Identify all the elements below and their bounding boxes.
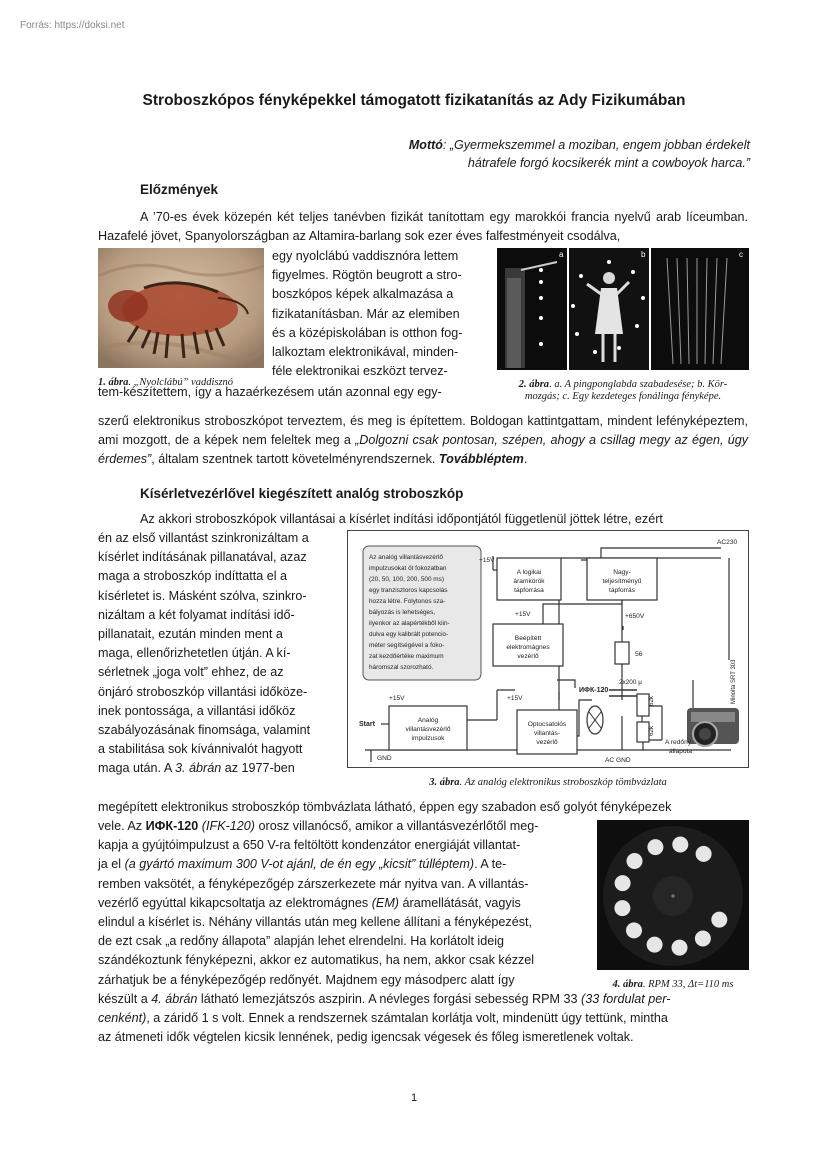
motto-label: Mottó — [408, 138, 443, 152]
section2-final-paragraph: készült a 4. ábrán látható lemezjátszós aszpirin. A névleges forgási sebesség RPM 33 (33 fordulat per- cenként), a záridő 1 s volt. Ennek a rendszernek számtalan korlátja volt, mindenütt úgy tettünk, mintha az átmeneti idők végtelen kicsik lennének, pedig igencsak végesek és főleg ismeretlenek voltak. — [98, 992, 671, 1045]
svg-text:56: 56 — [635, 651, 643, 658]
svg-text:AC230: AC230 — [717, 539, 738, 546]
motto-line-1: : „Gyermekszemmel a moziban, engem jobban érdekelt — [442, 138, 750, 152]
section2-first-line: Az akkori stroboszkópok villantásai a kísérlet indítási időpontjától függetlenül jöttek létre, ezért — [140, 512, 663, 526]
svg-text:bályozás is lehetséges,: bályozás is lehetséges, — [369, 609, 436, 616]
aspirin-image-9 — [647, 839, 663, 855]
svg-text:méter segítségével a foko-: méter segítségével a foko- — [369, 642, 445, 649]
wrap-line-2: figyelmes. Rögtön beugrott a stro- — [272, 268, 462, 283]
wrap-line-fig4-8: szándékoztunk fényképezni, akkor ez automatikus, ha nem, akkor csak kézzel — [98, 953, 535, 968]
section2-left-column: én az első villantást szinkronizáltam a kísérlet indításának pillanatával, azaz maga a stroboszkóp indíttatta el a kísérletet is. Másként szólva, szinkro- nizáltam a két folyamat indítási idő- pillanatait, ezután minden ment a maga, ellenőrizhetetlen útján. A kí- sérletnek „joga volt” ehhez, de az önjáró stroboszkóp villantási időköze- inek pontossága, a villantási időköz szabályozásának finomsága, valamint a stabilitása sok kívánnivalót hagyott maga után. A 3. ábrán az 1977-ben — [98, 531, 311, 776]
rotating-aspirin-image — [597, 820, 749, 970]
wrap-line-1: egy nyolclábú vaddisznóra lettem — [272, 249, 459, 263]
svg-text:impulzusok: impulzusok — [411, 735, 445, 742]
svg-text:háromszal szorozható.: háromszal szorozható. — [369, 664, 434, 671]
svg-text:A logikai: A logikai — [516, 569, 542, 576]
section2-full-line: megépített elektronikus stroboszkóp tömbvázlata látható, éppen egy szabadon eső golyót fényképezek — [98, 800, 672, 814]
svg-text:GND: GND — [377, 755, 392, 762]
aspirin-image-11 — [696, 846, 712, 862]
section-heading-1: Előzmények — [140, 182, 219, 197]
svg-text:áramkörök: áramkörök — [513, 578, 545, 585]
svg-text:hozza létre. Folytonos sza-: hozza létre. Folytonos sza- — [369, 598, 446, 605]
svg-text:egy tranzisztoros kapcsolás: egy tranzisztoros kapcsolás — [369, 587, 448, 594]
svg-text:Minolta SRT 303: Minolta SRT 303 — [731, 659, 737, 704]
figure-1 — [98, 248, 264, 389]
svg-text:elektromágnes: elektromágnes — [506, 644, 550, 651]
wrap-line-5: és a középiskolában is otthon fog- — [272, 325, 463, 340]
svg-text:+15V: +15V — [479, 557, 495, 564]
wrap-line-fig4-3: ja el (a gyártó maximum 300 V-ot ajánl, de én egy „kicsit” túlléptem). A te- — [98, 857, 507, 872]
motto — [330, 136, 750, 172]
figure-1-caption: 1. ábra. „Nyolclábú” vaddisznó — [98, 377, 234, 388]
wrap-line-fig4-2: kapja a gyújtóimpulzust a 650 V-ra feltöltött kondenzátor energiáját villantat- — [98, 838, 521, 853]
svg-text:villantás-: villantás- — [533, 730, 561, 737]
cave-painting-image — [98, 248, 264, 368]
bold-ending: Továbbléptem — [438, 452, 524, 467]
wrap-line-4: fizikatanításban. Már az elemiben — [272, 306, 460, 321]
block-diagram — [347, 530, 749, 768]
wrap-line-fig4-7: de ezt csak „a redőny állapota” alapján lehet elrendelni. Ha korlátolt ideig — [98, 934, 505, 949]
svg-text:vezérlő: vezérlő — [536, 739, 558, 746]
aspirin-image-2 — [695, 931, 711, 947]
svg-text:+15V: +15V — [507, 695, 523, 702]
figure-3 — [347, 530, 749, 789]
svg-text:vezérlő: vezérlő — [517, 653, 539, 660]
section1-paragraph-2: szerű elektronikus stroboszkópot terveztem, és meg is építettem. Boldogan kattintgattam, mindent lefényképeztem, ami mozgott, de a képek nem feleltek meg a „Dolgozni csak pontosan, szépen, ahogy a csillag megy az égen, úgy érdemes”, általam szentnek tartott követelményrendszernek. Továbbléptem. — [98, 414, 748, 467]
wrap-line-6: lalkoztam elektronikával, minden- — [272, 345, 459, 360]
wrap-line-fig4-5: vezérlő egyúttal kikapcsoltatja az elektromágnes (EM) áramellátását, vagyis — [98, 895, 521, 910]
aspirin-image-3 — [672, 940, 688, 956]
svg-text:+15V: +15V — [515, 611, 531, 618]
svg-text:ИФК-120: ИФК-120 — [579, 687, 609, 694]
aspirin-image-6 — [614, 900, 630, 916]
svg-text:+15V: +15V — [389, 695, 405, 702]
figure-2-caption: 2. ábra. a. A pingponglabda szabadesése; b. Kör- mozgás; c. Egy kezdeteges fonálinga fényképe. — [518, 379, 728, 402]
aspirin-image-5 — [626, 922, 642, 938]
aspirin-image-4 — [647, 937, 663, 953]
svg-text:A redőny: A redőny — [665, 739, 692, 746]
aspirin-image-1 — [711, 912, 727, 928]
stroboscope-photos-image — [497, 248, 749, 370]
svg-text:Start: Start — [359, 721, 375, 728]
wrap-line-fig4-6: elindul a kísérlet is. Néhány villantás után meg kellene állítani a fényképezést, — [98, 915, 533, 930]
svg-text:zat kezdőértéke maximum: zat kezdőértéke maximum — [369, 653, 444, 660]
svg-text:tápforrás: tápforrás — [608, 587, 636, 594]
section-heading-2: Kísérletvezérlővel kiegészített analóg stroboszkóp — [140, 486, 464, 501]
motto-line-2: hátrafele forgó kocsikerék mint a cowboyok harca.” — [467, 156, 750, 170]
figure-4-caption: 4. ábra. RPM 33, Δt=110 ms — [612, 979, 734, 990]
quote: „Dolgozni csak pontosan, szépen, ahogy a csillag megy az égen, úgy érdemes” — [98, 433, 748, 467]
section1-cont-line: tem-készítettem, így a hazaérkezésem után azonnal egy egy- — [98, 385, 442, 399]
page-title: Stroboszkópos fényképekkel támogatott fizikatanítás az Ady Fizikumában — [142, 92, 686, 109]
aspirin-image-10 — [672, 837, 688, 853]
svg-text:+650V: +650V — [625, 613, 645, 620]
svg-text:62k: 62k — [648, 696, 655, 706]
svg-text:Analóg: Analóg — [417, 717, 439, 724]
svg-text:villantásvezérlő: villantásvezérlő — [405, 726, 451, 733]
svg-text:dulva egy kalibrált potencio-: dulva egy kalibrált potencio- — [369, 631, 449, 638]
svg-text:teljesítményű: teljesítményű — [602, 578, 642, 585]
page-number: 1 — [410, 1092, 418, 1104]
svg-text:a: a — [559, 250, 564, 259]
svg-text:AC GND: AC GND — [605, 757, 631, 764]
wrap-line-fig4-1: vele. Az ИФК-120 (IFK-120) orosz villanócső, amikor a villantásvezérlőtől meg- — [98, 819, 539, 833]
svg-text:Beépített: Beépített — [514, 635, 542, 642]
svg-text:c: c — [739, 250, 743, 259]
figure-4 — [597, 820, 749, 991]
source-note: Forrás: https://doksi.net — [20, 20, 125, 31]
wrap-line-3: boszkópos képek alkalmazása a — [272, 287, 454, 302]
section2-right-wrap — [98, 817, 588, 990]
svg-text:állapota: állapota — [669, 748, 693, 755]
svg-text:Nagy-: Nagy- — [613, 569, 631, 576]
svg-text:b: b — [641, 250, 646, 259]
figure-3-caption: 3. ábra. Az analóg elektronikus stroboszkóp tömbvázlata — [429, 777, 667, 788]
svg-text:(20, 50, 100, 200, 500 ms): (20, 50, 100, 200, 500 ms) — [369, 576, 444, 583]
wrap-line-fig4-4: remben vaksötét, a fényképezőgép zárszerkezete már nyitva van. A villantás- — [98, 876, 529, 891]
svg-text:2x200 µ: 2x200 µ — [619, 679, 642, 686]
svg-text:Optocsatolós: Optocsatolós — [527, 721, 567, 728]
aspirin-image-7 — [615, 875, 631, 891]
svg-text:62k: 62k — [648, 726, 655, 736]
svg-text:Az analóg villantásvezérlő: Az analóg villantásvezérlő — [369, 554, 443, 561]
svg-text:impulzusokat öt fokozatban: impulzusokat öt fokozatban — [369, 565, 447, 572]
wrap-line-7: féle elektronikai eszközt tervez- — [272, 364, 448, 379]
section1-paragraph-1: A ’70-es évek közepén két teljes tanévben fizikát tanítottam egy marokkói francia nyelvű arab líceumban. Hazafelé jövet, Spanyolországban az Altamira-barlang sok ezer éves falfestményeit csodálva, — [98, 210, 748, 244]
section1-wrap-text — [272, 247, 484, 381]
wrap-line-fig4-9: zárhatjuk be a fényképezőgép redőnyét. Majdnem egy másodperc alatt így — [98, 972, 515, 987]
svg-text:ilyenkor az alapértékből kiin-: ilyenkor az alapértékből kiin- — [369, 620, 450, 627]
figure-2 — [497, 248, 749, 403]
svg-text:tápforrása: tápforrása — [514, 587, 544, 594]
aspirin-image-8 — [627, 853, 643, 869]
